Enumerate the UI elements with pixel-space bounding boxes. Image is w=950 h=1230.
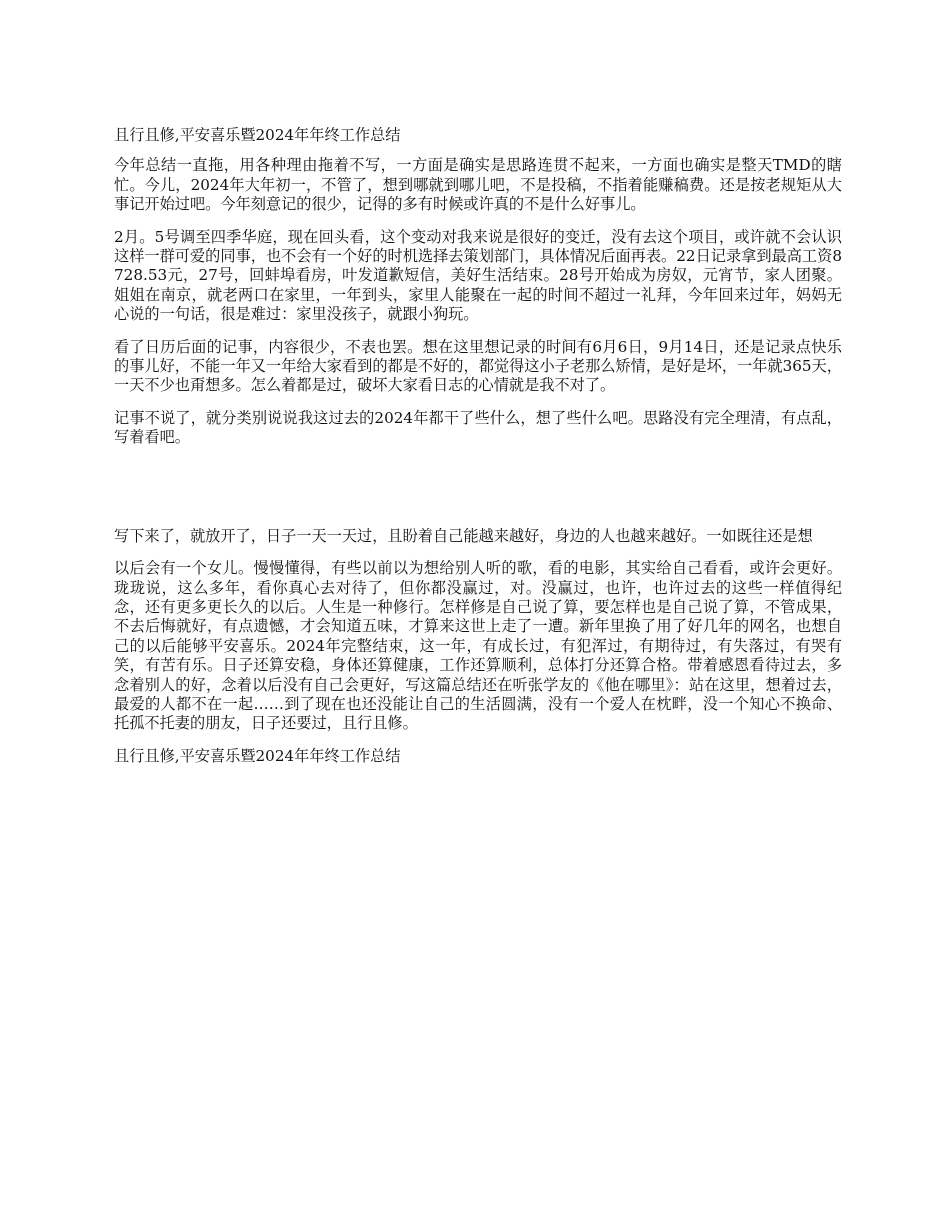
section-gap <box>114 461 842 527</box>
paragraph-categories: 记事不说了，就分类别说说我这过去的2024年都干了些什么，想了些什么吧。思路没有完全理清，有点乱，写着看吧。 <box>114 408 842 447</box>
document-title: 且行且修,平安喜乐暨2024年年终工作总结 <box>114 126 401 144</box>
paragraph-february: 2月。5号调至四季华庭，现在回头看，这个变动对我来说是很好的变迁，没有去这个项目，或许就不会认识这样一群可爱的同事，也不会有一个好的时机选择去策划部门，具体情况后面再表。22日记录拿到最高工资8728.53元，27号，回蚌埠看房，叶发道歉短信，美好生活结束。28号开始成为房奴，元宵节，家人团聚。姐姐在南京，就老两口在家里，一年到头，家里人能聚在一起的时间不超过一礼拜，今年回来过年，妈妈无心说的一句话，很是难过：家里没孩子，就跟小狗玩。 <box>114 227 842 324</box>
closing-title: 且行且修,平安喜乐暨2024年年终工作总结 <box>114 746 401 765</box>
paragraph-calendar-notes: 看了日历后面的记事，内容很少，不表也罢。想在这里想记录的时间有6月6日，9月14日，还是记录点快乐的事儿好，不能一年又一年给大家看到的都是不好的，都觉得这小子老那么矫情，是好是坏，一年就365天，一天不少也甭想多。怎么着都是过，破坏大家看日志的心情就是我不对了。 <box>114 337 842 395</box>
paragraph-letting-go: 写下来了，就放开了，日子一天一天过，且盼着自己能越来越好，身边的人也越来越好。一如既往还是想 <box>114 526 813 545</box>
document-body <box>114 126 842 779</box>
paragraph-intro: 今年总结一直拖，用各种理由拖着不写，一方面是确实是思路连贯不起来，一方面也确实是整天TMD的瞎忙。今儿，2024年大年初一，不管了，想到哪就到哪儿吧，不是投稿，不指着能赚稿费。还是按老规矩从大事记开始过吧。今年刻意记的很少，记得的多有时候或许真的不是什么好事儿。 <box>114 156 842 214</box>
paragraph-reflection: 以后会有一个女儿。慢慢懂得，有些以前以为想给别人听的歌，看的电影，其实给自己看看，或许会更好。珑珑说，这么多年，看你真心去对待了，但你都没赢过，对。没赢过，也许，也许过去的这些一样值得纪念，还有更多更长久的以后。人生是一种修行。怎样修是自己说了算，要怎样也是自己说了算，不管成果，不去后悔就好，有点遗憾，才会知道五味，才算来这世上走了一遭。新年里换了用了好几年的网名，也想自己的以后能够平安喜乐。2024年完整结束，这一年，有成长过，有犯浑过，有期待过，有失落过，有哭有笑，有苦有乐。日子还算安稳，身体还算健康，工作还算顺利，总体打分还算合格。带着感恩看待过去，多念着别人的好，念着以后没有自己会更好，写这篇总结还在听张学友的《他在哪里》：站在这里，想着过去，最爱的人都不在一起……到了现在也还没能让自己的生活圆满，没有一个爱人在枕畔，没一个知心不换命、托孤不托妻的朋友，日子还要过，且行且修。 <box>114 559 842 733</box>
